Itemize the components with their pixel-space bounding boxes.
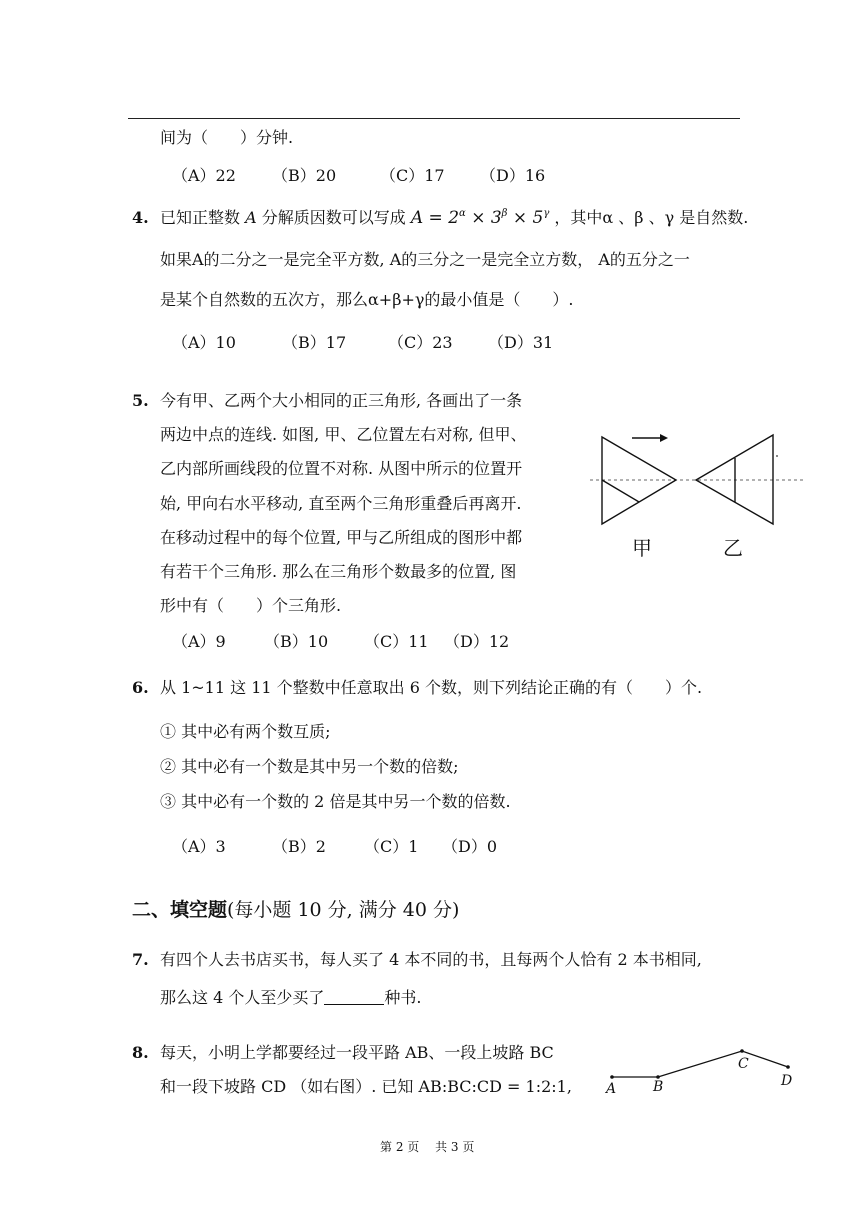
point-c (740, 1049, 744, 1053)
q5-option-c: （C）11 (364, 632, 429, 651)
label-d: D (781, 1073, 793, 1089)
slope-path-figure (600, 1040, 800, 1100)
q4-line1-mid: 分解质因数可以写成 (261, 208, 406, 227)
q6-option-c: （C）1 (364, 837, 419, 856)
q6-statement-3: ③ 其中必有一个数的 2 倍是其中另一个数的倍数. (160, 792, 511, 811)
q5-option-d: （D）12 (444, 632, 510, 651)
q7-number: 7. (132, 950, 149, 969)
triangle-jia-midline (602, 480, 639, 502)
label-c: C (738, 1056, 749, 1072)
q5-option-a: （A）9 (172, 632, 226, 651)
q5-line-2: 两边中点的连线. 如图, 甲、乙位置左右对称, 但甲、 (160, 425, 527, 444)
label-yi: 乙 (723, 536, 743, 560)
q4-number: 4. (132, 208, 149, 227)
q7-line2-pre: 那么这 4 个人至少买了 (160, 988, 325, 1007)
q3-option-d: （D）16 (480, 166, 546, 185)
label-jia: 甲 (632, 536, 652, 560)
q6-statement-1: ① 其中必有两个数互质; (160, 722, 331, 741)
q6-option-b: （B）2 (272, 837, 326, 856)
q5-line-3: 乙内部所画线段的位置不对称. 从图中所示的位置开 (160, 459, 523, 478)
q5-number: 5. (132, 391, 149, 410)
point-a (610, 1075, 614, 1079)
q4-option-a: （A）10 (172, 333, 236, 352)
q3-tail: 间为（ ）分钟. (160, 128, 294, 147)
section2-heading (132, 898, 459, 922)
section2-title: 二、填空题 (132, 899, 228, 921)
q5-option-b: （B）10 (264, 632, 329, 651)
header-rule (128, 118, 740, 119)
q4-option-d: （D）31 (488, 333, 554, 352)
q4-line3: 是某个自然数的五次方，那么α+β+γ的最小值是（ ）. (160, 290, 574, 309)
q7-line1: 有四个人去书店买书，每人买了 4 本不同的书，且每两个人恰有 2 本书相同, (160, 950, 702, 969)
triangles-figure (590, 420, 810, 580)
q5-line-6: 有若干个三角形. 那么在三角形个数最多的位置, 图 (160, 562, 517, 581)
q4-line1-pre: 已知正整数 (160, 208, 241, 227)
q6-statement-2: ② 其中必有一个数是其中另一个数的倍数; (160, 757, 459, 776)
label-a: A (606, 1081, 617, 1097)
q4-var-a: A (245, 208, 257, 227)
q6-option-d: （D）0 (442, 837, 498, 856)
q6-stem: 从 1~11 这 11 个整数中任意取出 6 个数，则下列结论正确的有（ ）个. (160, 678, 703, 697)
q8-number: 8. (132, 1043, 149, 1062)
q4-formula: $A = 2^\alpha \times 3^\beta \times 5^\gamma$ (410, 208, 550, 228)
q4-line1-post: ，其中α 、β 、γ 是自然数. (554, 208, 749, 227)
q6-option-a: （A）3 (172, 837, 226, 856)
section2-note: (每小题 10 分, 满分 40 分) (227, 899, 460, 921)
q4-line1 (160, 208, 748, 228)
page-footer: 第 2 页 共 3 页 (380, 1140, 475, 1154)
q3-option-c: （C）17 (380, 166, 445, 185)
q4-option-c: （C）23 (388, 333, 453, 352)
q5-line-5: 在移动过程中的每个位置, 甲与乙所组成的图形中都 (160, 528, 523, 547)
q7-answer-blank[interactable] (324, 990, 384, 1005)
q7-line2-post: 种书. (384, 988, 422, 1007)
q7-line2 (160, 988, 421, 1008)
q4-option-b: （B）17 (282, 333, 347, 352)
q8-line2: 和一段下坡路 CD （如右图）. 已知 AB:BC:CD = 1:2:1, (160, 1077, 572, 1096)
q3-option-b: （B）20 (272, 166, 337, 185)
label-b: B (653, 1079, 664, 1095)
q3-option-a: （A）22 (172, 166, 236, 185)
move-arrow-head (660, 434, 668, 442)
q5-line-1: 今有甲、乙两个大小相同的正三角形, 各画出了一条 (160, 391, 523, 410)
q6-number: 6. (132, 678, 149, 697)
q5-line-4: 始, 甲向右水平移动, 直至两个三角形重叠后再离开. (160, 494, 522, 513)
path-abcd (612, 1051, 788, 1077)
point-d (786, 1065, 790, 1069)
figure-dot (776, 455, 778, 457)
q8-line1: 每天，小明上学都要经过一段平路 AB、一段上坡路 BC (160, 1043, 554, 1062)
q4-line2: 如果A的二分之一是完全平方数, A的三分之一是完全立方数， A的五分之一 (160, 250, 690, 269)
q5-line-7: 形中有（ ）个三角形. (160, 596, 342, 615)
